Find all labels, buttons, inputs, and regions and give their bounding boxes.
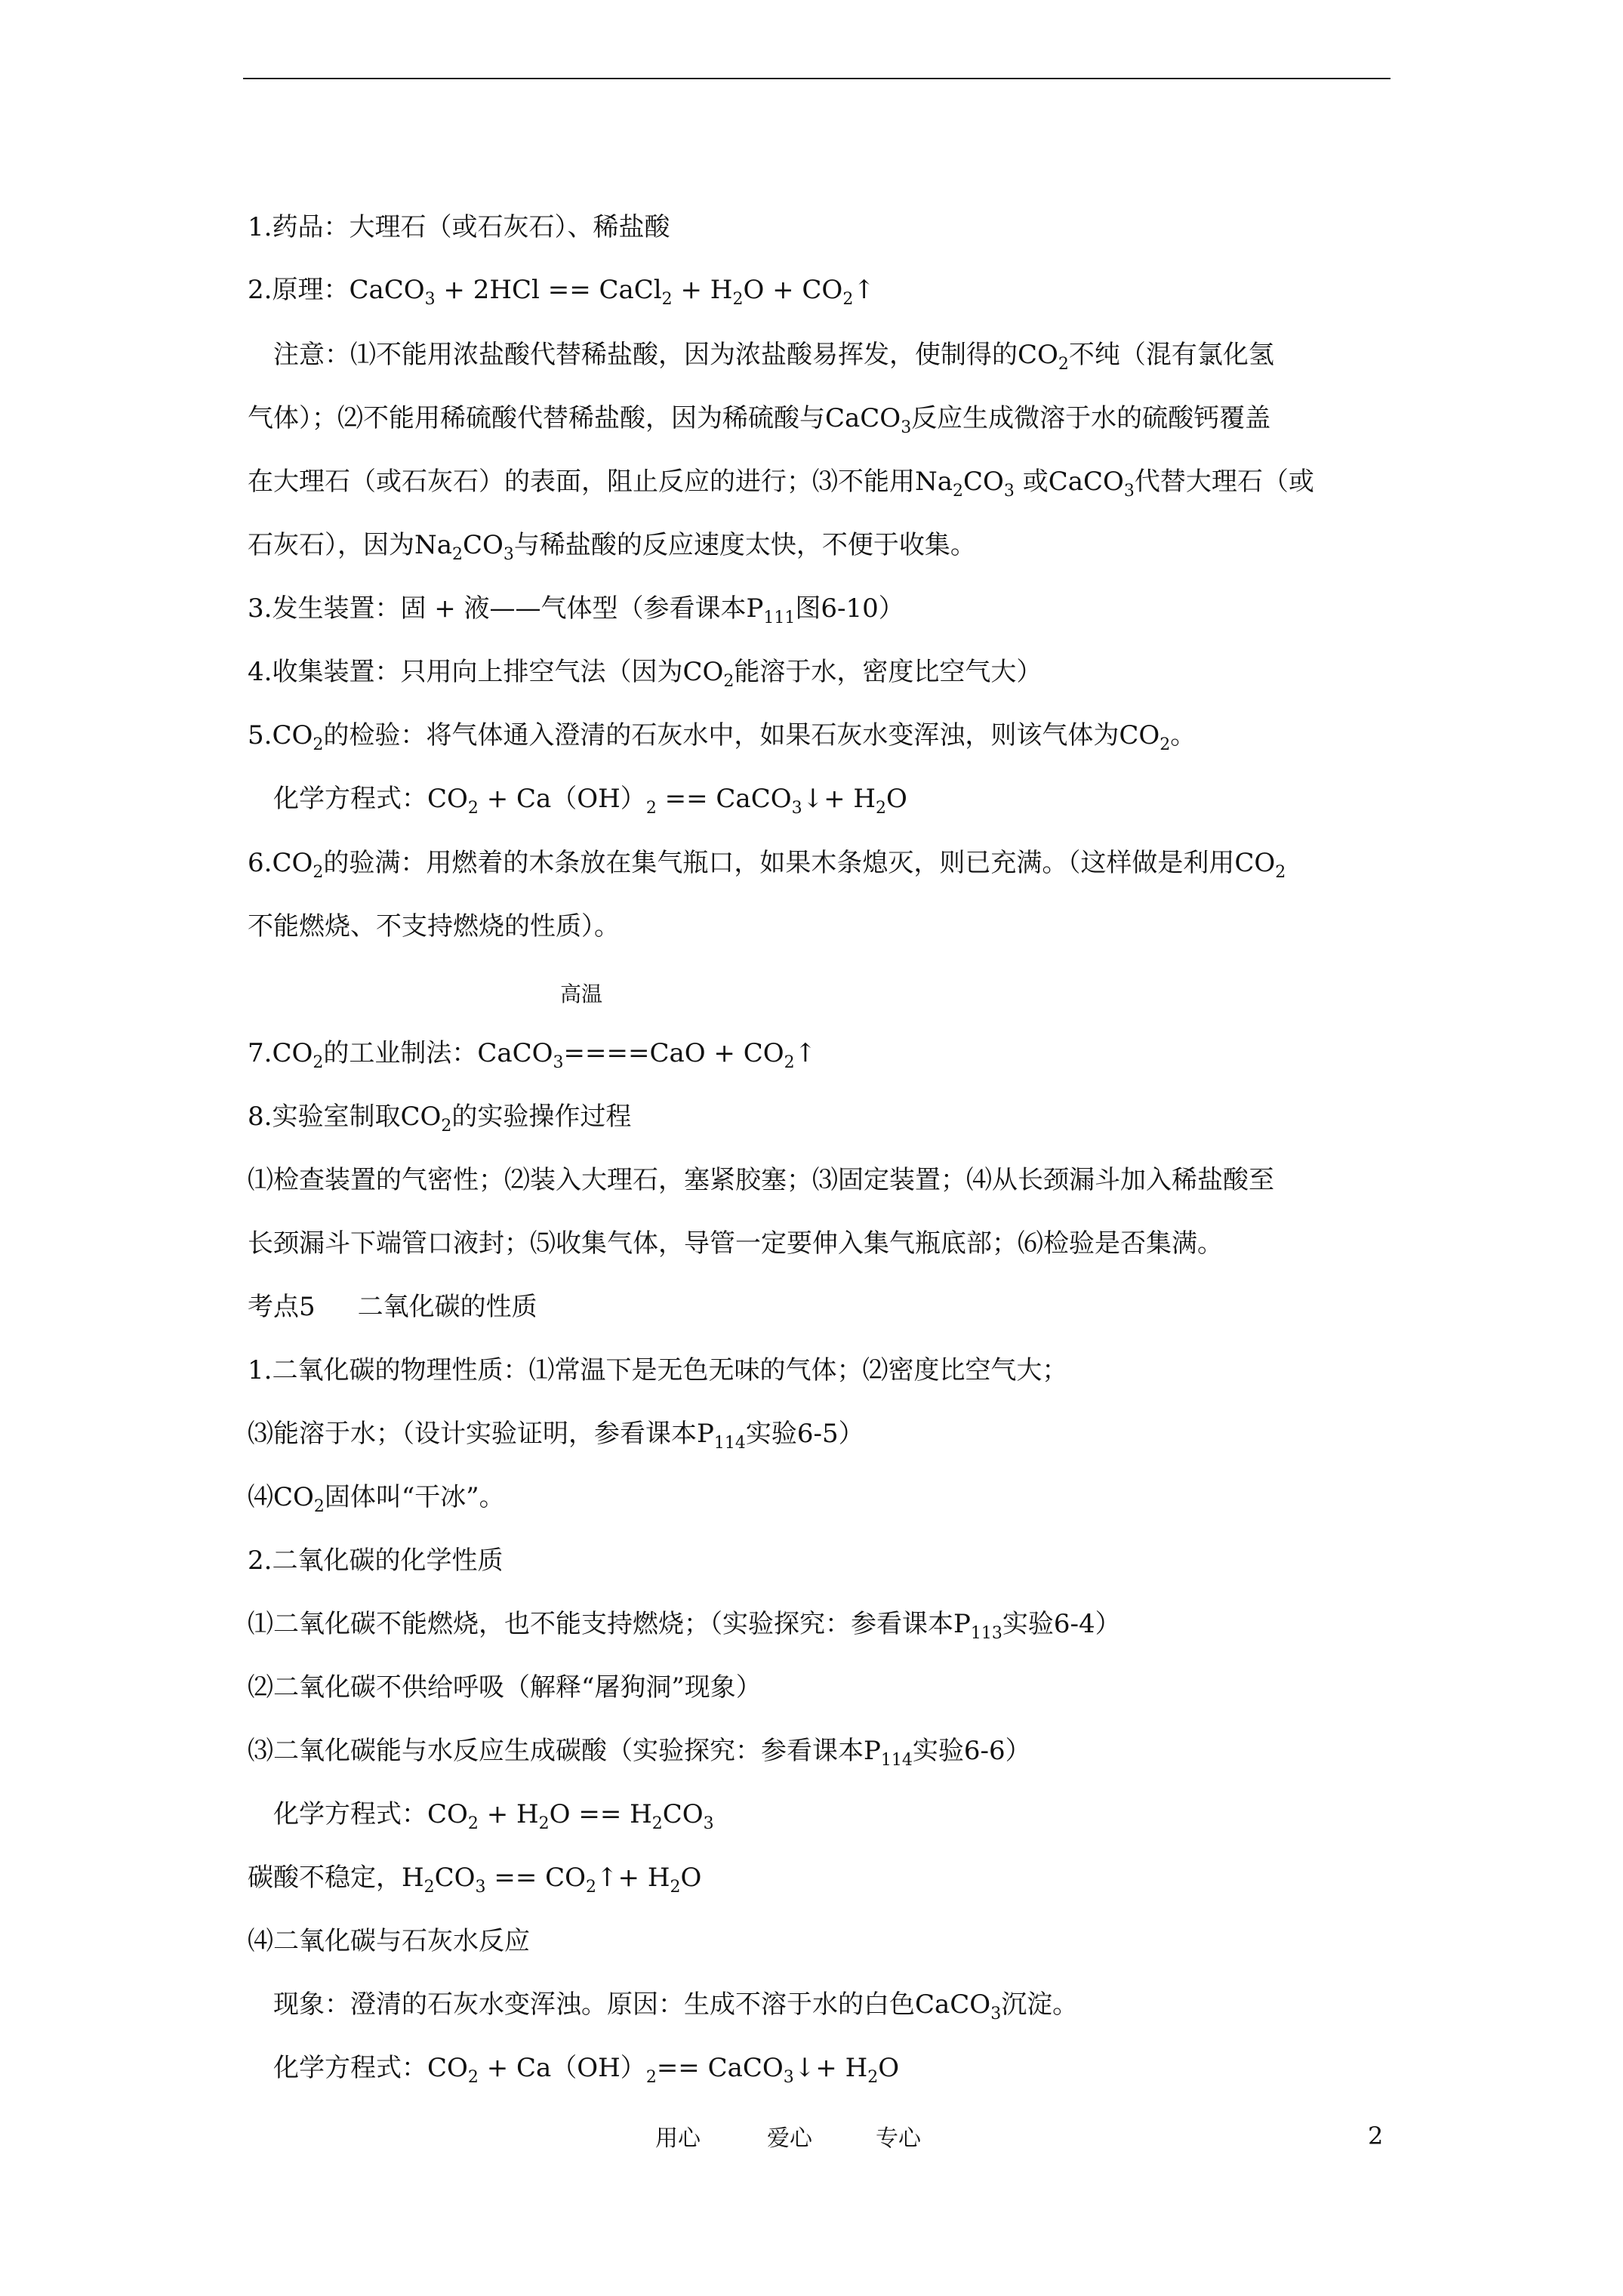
text-line-8: 4.收集装置：只用向上排空气法（因为$CO_2$能溶于水，密度比空气大） [248,657,1042,691]
text-line-4: 气体）；⑵不能用稀硫酸代替稀盐酸，因为稀硫酸与CaCO$_3$反应生成微溶于水的硫酸钙覆盖 [248,403,1271,437]
text-line-15: ⑴检查装置的气密性；⑵装入大理石，塞紧胶塞；⑶固定装置；⑷从长颈漏斗加入稀盐酸至 [248,1165,1274,1195]
text-line-21: 2.二氧化碳的化学性质 [248,1546,504,1576]
text-line-18: 1.二氧化碳的物理性质：⑴常温下是无色无味的气体；⑵密度比空气大； [248,1355,1068,1385]
footer-text-3: 专心 [876,2125,921,2152]
text-line-26: 碳酸不稳定，$H_2CO_3$ == $CO_2↑+ H_2O$ [248,1863,702,1897]
text-line-10: 化学方程式：$CO_2 + Ca(OH)_2$ == CaCO$_3$↓+ $H_2O$ [273,784,907,818]
text-line-19: ⑶能溶于水；（设计实验证明，参看课本$P_{114}$实验6-5） [248,1419,864,1453]
text-line-25: 化学方程式：$CO_2 + H_2O == H_2CO_3$ [273,1799,714,1833]
text-line-14: 8.实验室制取$CO_2$的实验操作过程 [248,1102,632,1136]
text-line-6: 石灰石），因为$Na_2CO_3$与稀盐酸的反应速度太快，不便于收集。 [248,530,976,564]
text-line-12: 不能燃烧、不支持燃烧的性质）。 [248,911,620,942]
text-line-5: 在大理石（或石灰石）的表面，阻止反应的进行；⑶不能用$Na_2CO_3$ 或CaCO$_3$代替大理石（或 [248,467,1314,501]
text-line-23: ⑵二氧化碳不供给呼吸（解释“屠狗洞”现象） [248,1672,762,1703]
text-line-3: 注意：⑴不能用浓盐酸代替稀盐酸，因为浓盐酸易挥发，使制得的$CO_2$不纯（混有氯化氢 [273,340,1274,374]
heading-number: 考点5 [248,1292,316,1322]
text-line-11: $6.CO_2$的验满：用燃着的木条放在集气瓶口，如果木条熄灭，则已充满。（这样做是利用$CO_2$ [248,848,1286,882]
page-number: 2 [1368,2122,1384,2150]
text-line-28: 现象：澄清的石灰水变浑浊。原因：生成不溶于水的白色CaCO$_3$沉淀。 [273,1989,1079,2023]
reaction-condition: 高温 [560,982,603,1006]
text-line-2: 2.原理：CaCO$_3$ + 2HCl == CaCl$_2$ + $H_2O$ + $CO_2↑$ [248,275,875,309]
header-rule [243,78,1390,79]
text-line-22: ⑴二氧化碳不能燃烧，也不能支持燃烧；（实验探究：参看课本$P_{113}$实验6-4） [248,1609,1121,1643]
text-line-20: $⑷CO_2$固体叫“干冰”。 [248,1482,505,1516]
footer-text-2: 爱心 [767,2125,812,2152]
text-line-24: ⑶二氧化碳能与水反应生成碳酸（实验探究：参看课本$P_{114}$实验6-6） [248,1736,1031,1770]
footer-text-1: 用心 [655,2125,701,2152]
section-heading [248,1290,537,1324]
text-line-27: ⑷二氧化碳与石灰水反应 [248,1926,530,1956]
text-line-7: 3.发生装置：固 + 液——气体型（参看课本$P_{111}$图6-10） [248,593,904,627]
text-line-13: $7.CO_2$的工业制法：CaCO$_3$====CaO + $CO_2↑$ [248,1038,817,1072]
text-line-1: 1.药品：大理石（或石灰石）、稀盐酸 [248,212,670,242]
heading-title: 二氧化碳的性质 [357,1292,537,1322]
text-line-9: $5.CO_2$的检验：将气体通入澄清的石灰水中，如果石灰水变浑浊，则该气体为$CO_2$。 [248,720,1196,754]
text-line-16: 长颈漏斗下端管口液封；⑸收集气体，导管一定要伸入集气瓶底部；⑹检验是否集满。 [248,1228,1223,1259]
text-line-29: 化学方程式：$CO_2 + Ca(OH)_2==$ CaCO$_3$↓+ $H_2O$ [273,2053,900,2087]
